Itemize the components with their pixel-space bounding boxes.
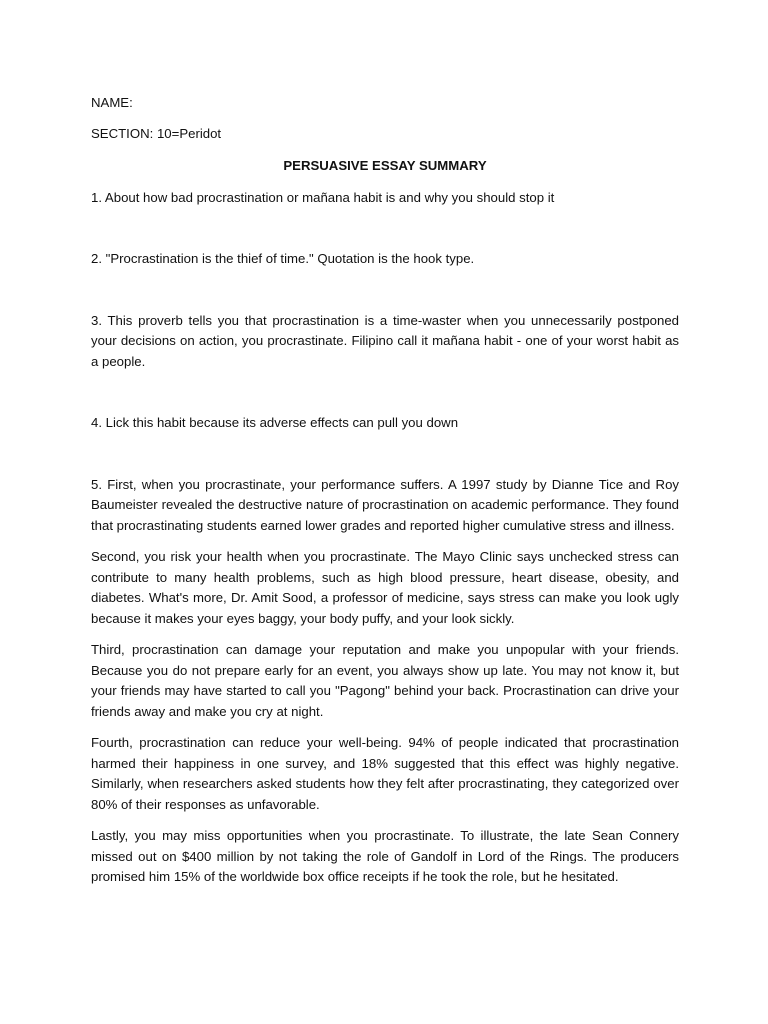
summary-item-4: 4. Lick this habit because its adverse effects can pull you down	[91, 415, 459, 430]
summary-item-3: 3. This proverb tells you that procrastination is a time-waster when you unnecessarily postponed your decisions on action, you procrastinate. Filipino call it mañana habit - one of your worst habit as a people.	[91, 312, 679, 369]
summary-item-5: 5. First, when you procrastinate, your performance suffers. A 1997 study by Dianne Tice and Roy Baumeister revealed the destructive nature of procrastination on academic performance. They found that procrastinating students earned lower grades and reported higher cumulative stress and illness.	[91, 476, 679, 533]
summary-item-1: 1. About how bad procrastination or mañana habit is and why you should stop it	[91, 189, 555, 205]
body-paragraph-third: Third, procrastination can damage your reputation and make you unpopular with your friends. Because you do not prepare early for an event, you always show up late. You may not know it, but your friends may have started to call you "Pagong" behind your back. Procrastination can drive your friends away and make you cry at night.	[91, 642, 679, 719]
summary-item-2: 2. "Procrastination is the thief of time." Quotation is the hook type.	[91, 251, 475, 266]
section-field-label: SECTION: 10=Peridot	[91, 125, 222, 141]
body-paragraph-fourth: Fourth, procrastination can reduce your well-being. 94% of people indicated that procrastination harmed their happiness in one survey, and 18% suggested that this effect was highly negative. Similarly, when researchers asked students how they felt after procrastinating, they categorized over 80% of their responses as unfavorable.	[91, 735, 679, 812]
name-field-label: NAME:	[91, 95, 133, 110]
body-paragraph-second: Second, you risk your health when you procrastinate. The Mayo Clinic says unchecked stress can contribute to many health problems, such as high blood pressure, heart disease, obesity, and diabetes. What's more, Dr. Amit Sood, a professor of medicine, says stress can make you look ugly because it makes your eyes baggy, your body puffy, and your look sickly.	[91, 549, 679, 626]
body-paragraph-lastly: Lastly, you may miss opportunities when you procrastinate. To illustrate, the late Sean Connery missed out on $400 million by not taking the role of Gandolf in Lord of the Rings. The producers promised him 15% of the worldwide box office receipts if he took the role, but he hesitated.	[91, 828, 679, 884]
document-title: PERSUASIVE ESSAY SUMMARY	[283, 158, 487, 173]
